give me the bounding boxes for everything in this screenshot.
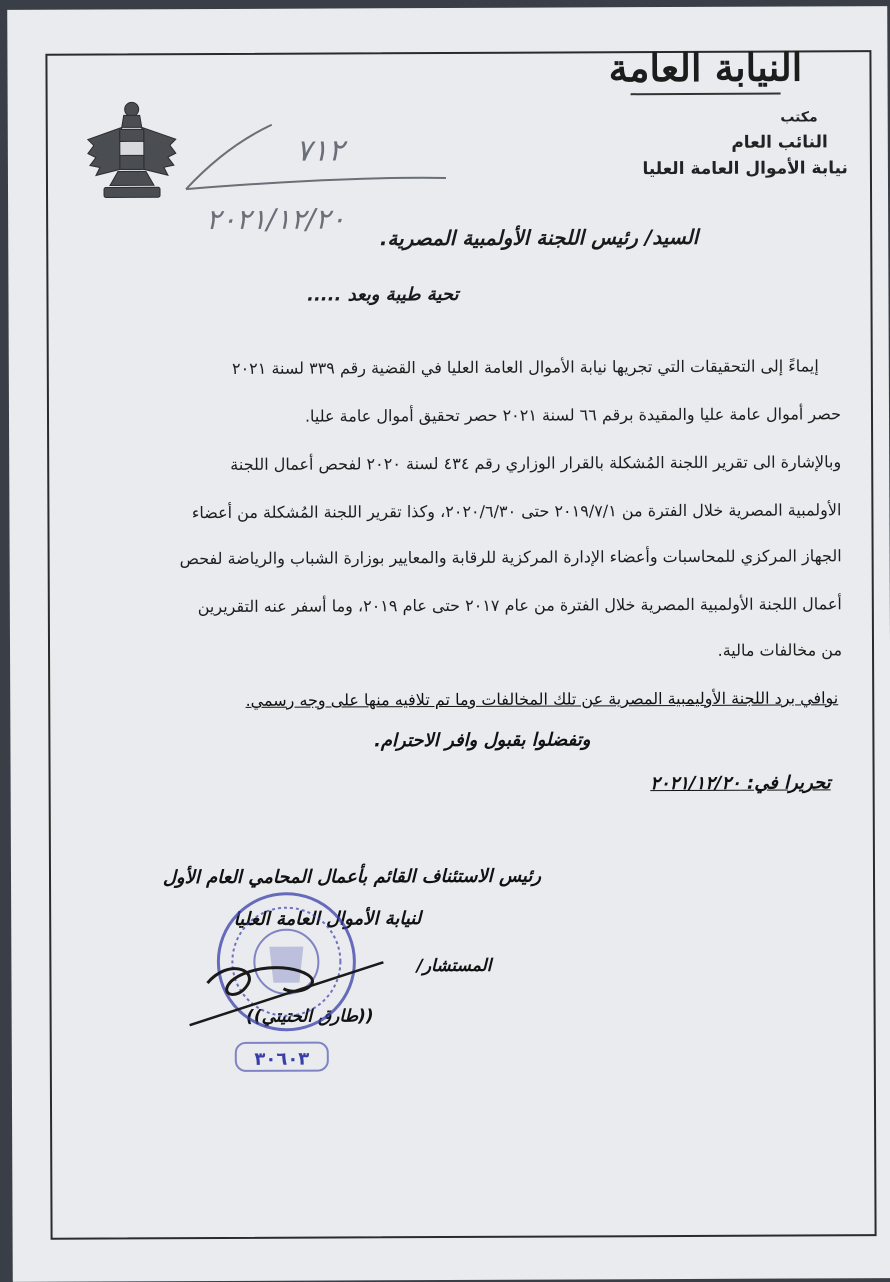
signatory-title-1: رئيس الاستئناف القائم بأعمال المحامي العام الأول xyxy=(162,865,542,889)
handwritten-number: ٧١٢ xyxy=(295,133,345,169)
greeting: تحية طيبة وبعد ..... xyxy=(307,283,459,306)
signatory-name: ((طارق الحتيتي)) xyxy=(246,1006,374,1027)
document-page xyxy=(7,6,890,1282)
stamp-number: ٣٠٦٠٣ xyxy=(254,1048,310,1070)
signatory-title-2: لنيابة الأموال العامة العليا xyxy=(233,908,422,930)
handwritten-signature xyxy=(187,938,387,1029)
request-line: نوافي برد اللجنة الأوليمبية المصرية عن تلك المخالفات وما تم تلافيه منها على وجه رسمي. xyxy=(245,688,839,710)
office-label: مكتب xyxy=(780,109,818,126)
letterhead xyxy=(575,46,835,95)
body-line-2: حصر أموال عامة عليا والمقيدة برقم ٦٦ لسنة ٢٠٢١ حصر تحقيق أموال عامة عليا. xyxy=(304,404,842,426)
handwritten-date: ٢٠٢١/١٢/٢٠ xyxy=(206,202,346,237)
body-line-3: وبالإشارة الى تقرير اللجنة المُشكلة بالقرار الوزاري رقم ٤٣٤ لسنة ٢٠٢٠ لفحص أعمال اللجنة xyxy=(230,452,842,474)
office-title: النائب العام xyxy=(731,132,828,153)
number-stamp-icon xyxy=(234,1039,330,1075)
body-line-7: من مخالفات مالية. xyxy=(717,640,843,660)
body-line-4: الأولمبية المصرية خلال الفترة من ٢٠١٩/٧/١ حتى ٢٠٢٠/٦/٣٠، وكذا تقرير اللجنة المُشكلة من أعضاء xyxy=(191,500,842,523)
department-name: نيابة الأموال العامة العليا xyxy=(642,158,848,180)
body-line-6: أعمال اللجنة الأولمبية المصرية خلال الفترة من عام ٢٠١٧ حتى عام ٢٠١٩، وما أسفر عنه التقريرين xyxy=(197,594,842,617)
prosecution-logo-text: النيابة العامة xyxy=(608,44,803,91)
body-line-1: إيماءً إلى التحقيقات التي تجريها نيابة الأموال العامة العليا في القضية رقم ٣٣٩ لسنة ٢٠٢١ xyxy=(231,356,819,378)
eagle-emblem-icon xyxy=(84,95,180,201)
body-line-5: الجهاز المركزي للمحاسبات وأعضاء الإدارة المركزية للرقابة والمعايير بوزارة الشباب والرياضة لفحص xyxy=(179,546,842,569)
date-line: تحريرا في: ٢٠٢١/١٢/٢٠ xyxy=(650,772,831,795)
counselor-label: المستشار/ xyxy=(416,955,492,977)
closing-line: وتفضلوا بقبول وافر الاحترام. xyxy=(374,729,591,752)
addressee: السيد/ رئيس اللجنة الأولمبية المصرية. xyxy=(379,224,699,251)
